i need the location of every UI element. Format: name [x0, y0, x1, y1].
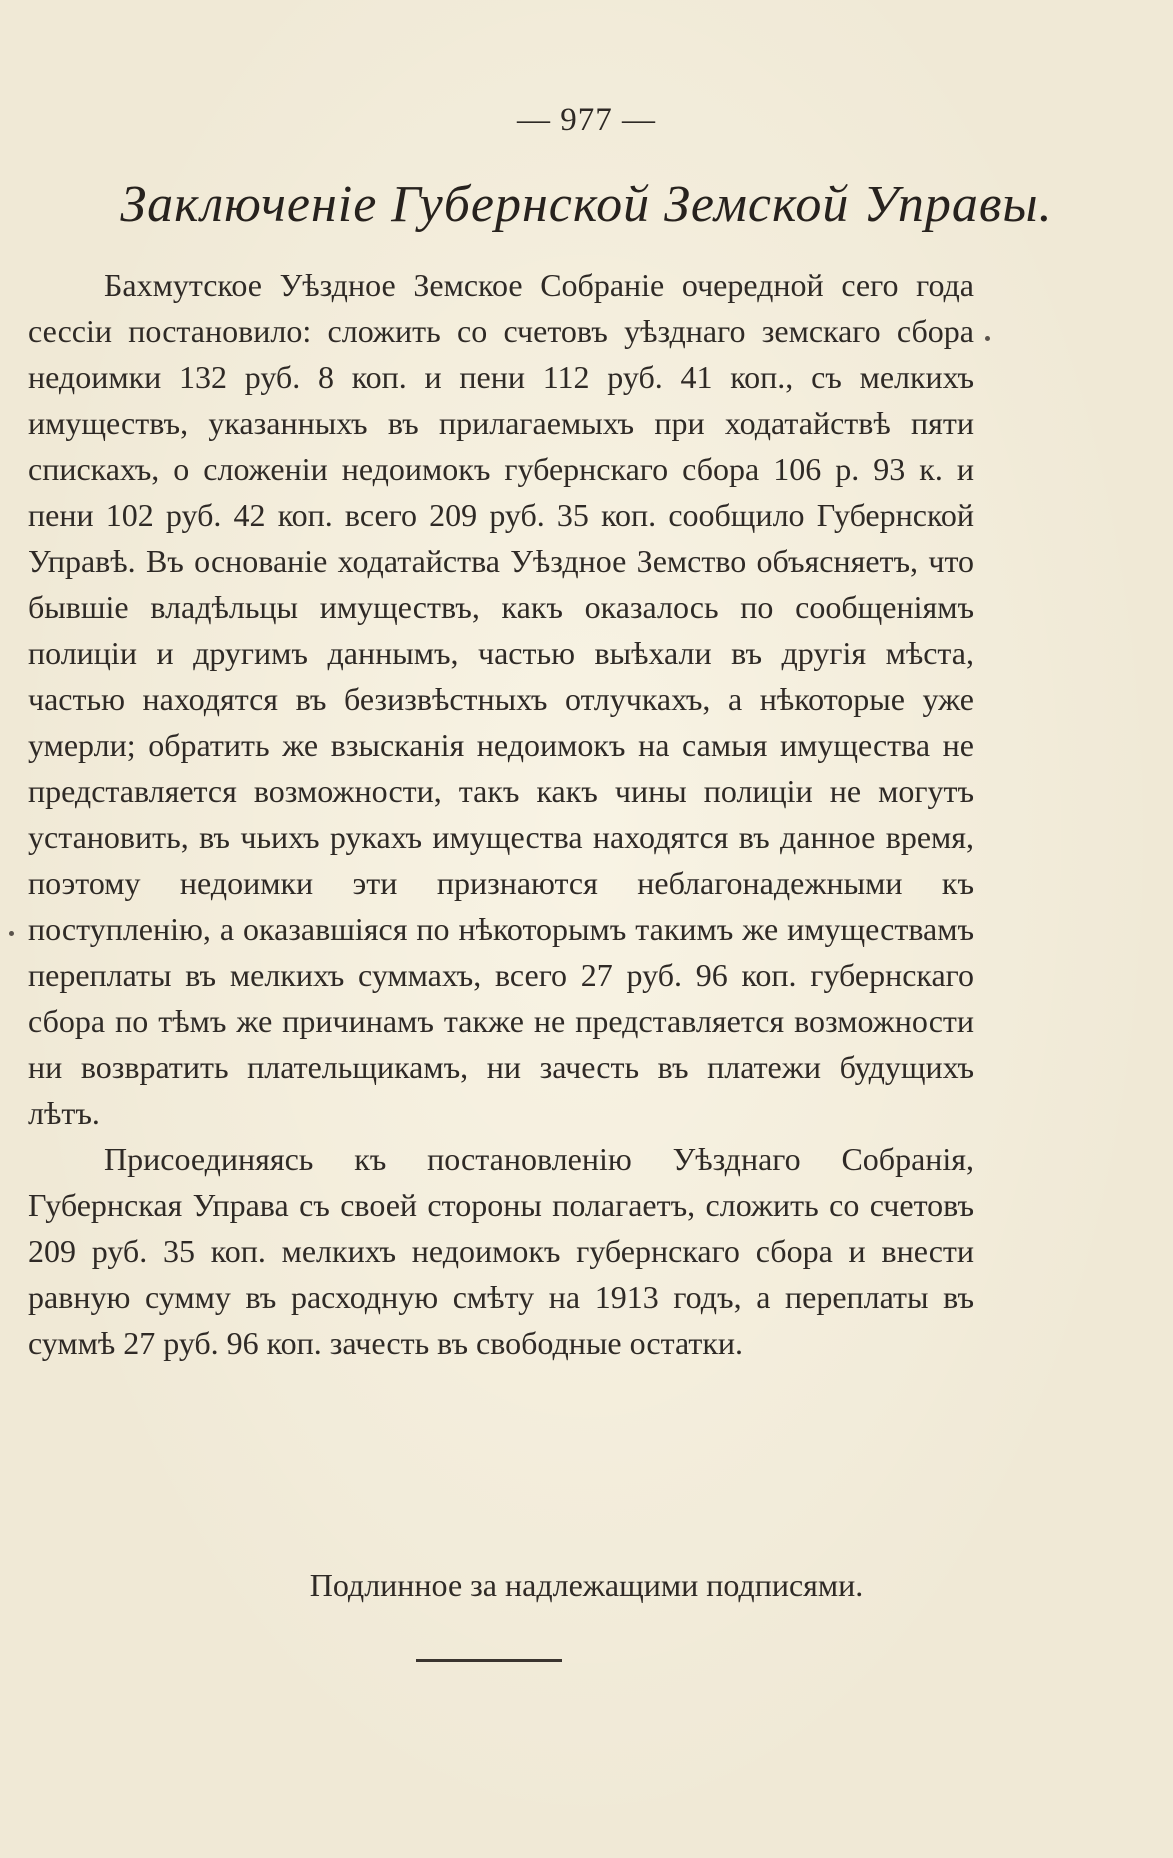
section-heading: Заключеніе Губернской Земской Управы.	[120, 176, 1053, 233]
paragraph-2: Присоединяясь къ постановленію Уѣзднаго Собранія, Губернская Управа съ своей стороны полагаетъ, сложить со счетовъ 209 руб. 35 коп. мелкихъ недоимокъ губернскаго сбора и внести равную сумму въ расходную смѣту на 1913 годъ, а переплаты въ суммѣ 27 руб. 96 коп. зачесть въ свободные остатки.	[28, 1141, 974, 1361]
signature-note: Подлинное за надлежащими подписями.	[309, 1567, 864, 1603]
closing-rule	[416, 1659, 562, 1662]
body-text	[28, 262, 974, 1366]
margin-mark-right	[985, 336, 990, 341]
paragraph-1: Бахмутское Уѣздное Земское Собраніе очередной сего года сессіи постановило: сложить со счетовъ уѣзднаго земскаго сбора недоимки 132 руб. 8 коп. и пени 112 руб. 41 коп., съ мелкихъ имуществъ, указанныхъ въ прилагаемыхъ при ходатайствѣ пяти спискахъ, о сложеніи недоимокъ губернскаго сбора 106 р. 93 к. и пени 102 руб. 42 коп. всего 209 руб. 35 коп. сообщило Губернской Управѣ. Въ основаніе ходатайства Уѣздное Земство объясняетъ, что бывшіе владѣльцы имуществъ, какъ оказалось по сообщеніямъ полиціи и другимъ даннымъ, частью выѣхали въ другія мѣста, частью находятся въ безизвѣстныхъ отлучкахъ, а нѣкоторые уже умерли; обратить же взысканія недоимокъ на самыя имущества не представляется возможности, такъ какъ чины полиціи не могутъ установить, въ чьихъ рукахъ имущества находятся въ данное время, поэтому недоимки эти признаются неблагонадежными къ поступленію, а оказавшіяся по нѣкоторымъ такимъ же имуществамъ переплаты въ мелкихъ суммахъ, всего 27 руб. 96 коп. губернскаго сбора по тѣмъ же причинамъ также не представляется возможности ни возвратить плательщикамъ, ни зачесть въ платежи будущихъ лѣтъ.	[28, 267, 974, 1131]
page-number: — 977 —	[517, 102, 656, 138]
margin-mark-left	[9, 931, 14, 936]
